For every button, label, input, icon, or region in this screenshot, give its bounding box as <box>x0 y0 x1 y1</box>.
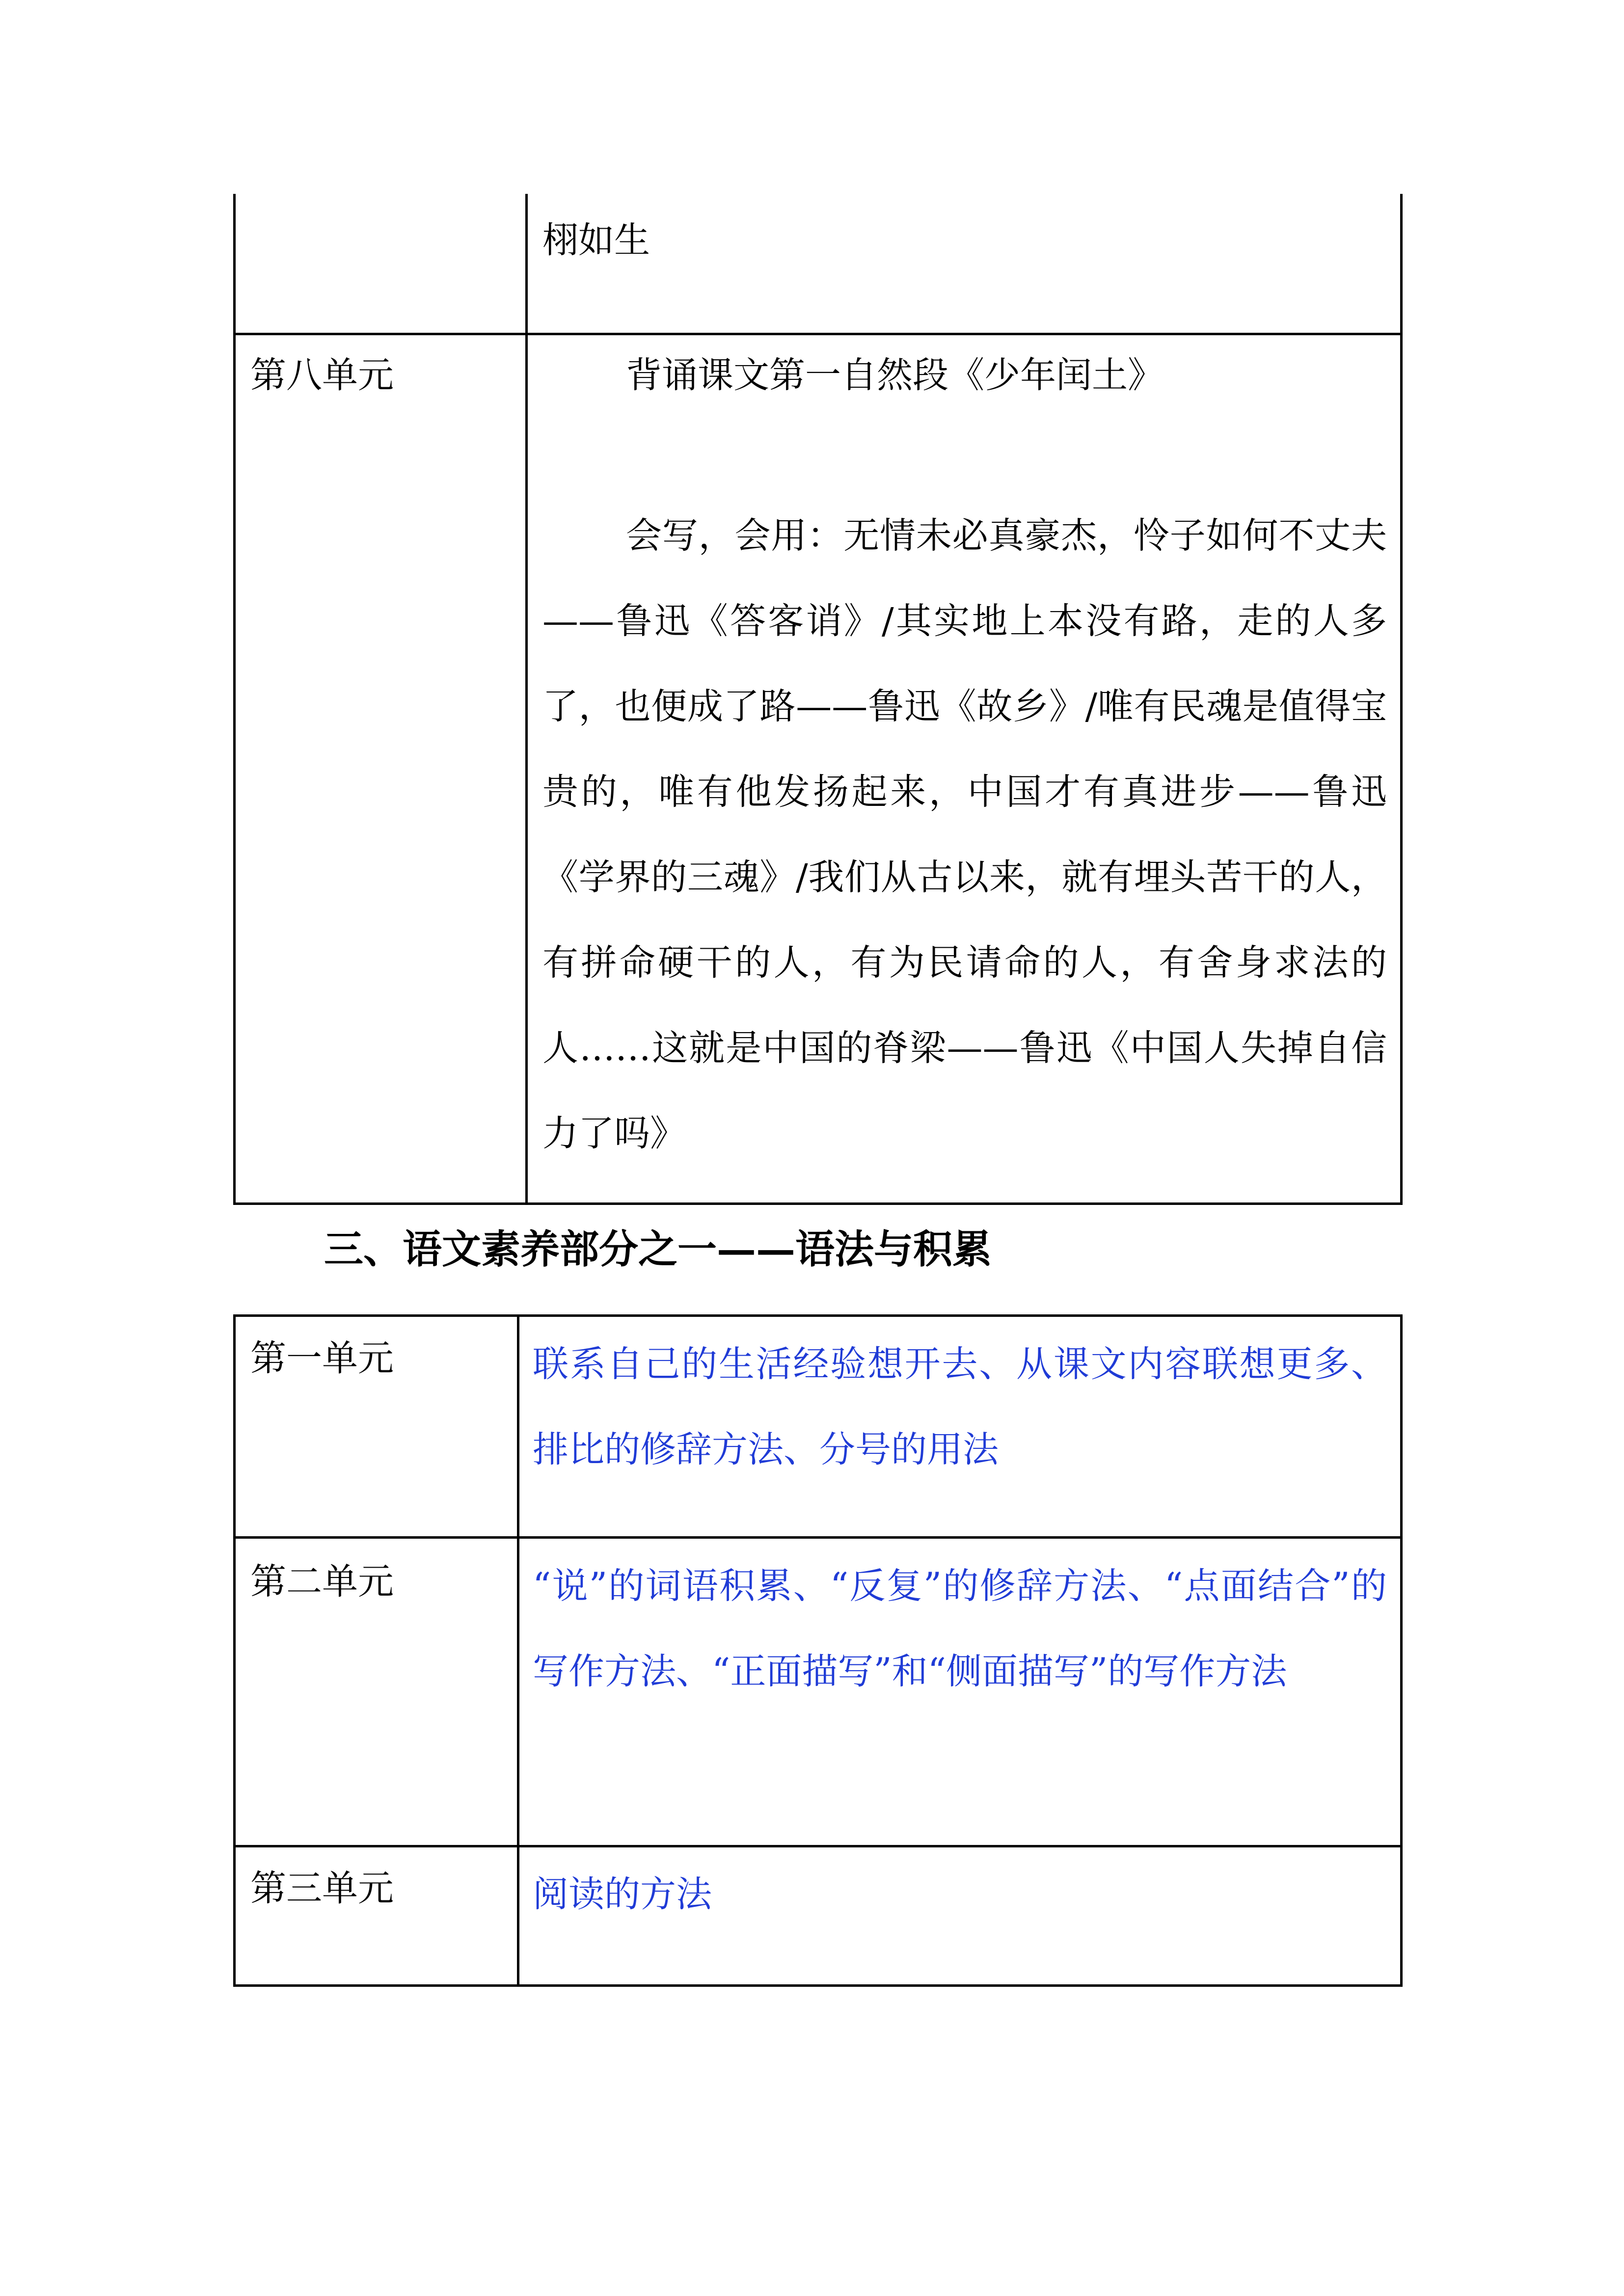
grammar-table <box>233 1314 1403 1987</box>
quotation-requirement: 会写，会用：无情未必真豪杰，怜子如何不丈夫——鲁迅《答客诮》/其实地上本没有路，走的人多了，也便成了路——鲁迅《故乡》/唯有民魂是值得宝贵的，唯有他发扬起来，中国才有真进步——鲁迅《学界的三魂》/我们从古以来，就有埋头苦干的人，有拼命硬干的人，有为民请命的人，有舍身求法的人……这就是中国的脊梁——鲁迅《中国人失掉自信力了吗》 <box>542 515 1387 1154</box>
unit-label: 第一单元 <box>250 1337 394 1379</box>
unit-content: “说”的词语积累、“反复”的修辞方法、“点面结合”的写作方法、“正面描写”和“侧面描写”的写作方法 <box>533 1565 1387 1692</box>
unit-label: 第三单元 <box>250 1868 394 1909</box>
unit-content: 阅读的方法 <box>533 1873 712 1915</box>
continued-cell-text: 栩如生 <box>542 219 650 261</box>
unit-label: 第二单元 <box>250 1561 394 1602</box>
table-column-divider <box>517 1317 519 1984</box>
table-row-divider <box>236 1845 1400 1847</box>
table-row-divider <box>236 333 1400 335</box>
table-row-divider <box>236 1536 1400 1539</box>
unit-content: 联系自己的生活经验想开去、从课文内容联想更多、排比的修辞方法、分号的用法 <box>533 1343 1387 1470</box>
recitation-requirement: 背诵课文第一自然段《少年闰土》 <box>626 354 1164 396</box>
section-heading: 三、语文素养部分之一——语法与积累 <box>324 1226 992 1272</box>
unit-label: 第八单元 <box>250 354 394 396</box>
table-column-divider <box>525 194 528 1202</box>
unit-table-continued <box>233 194 1403 1205</box>
